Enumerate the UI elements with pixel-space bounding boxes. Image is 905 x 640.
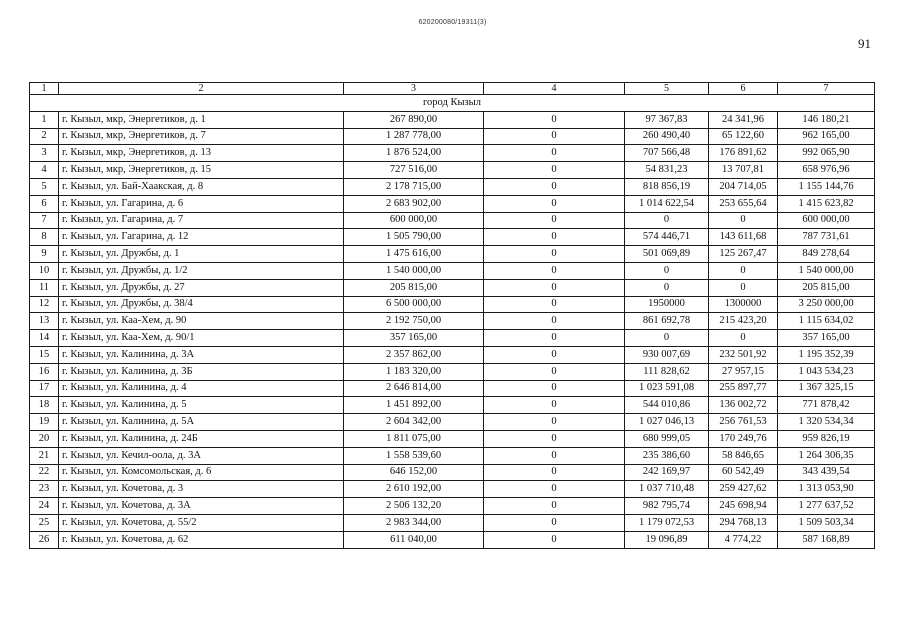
fund-cell: 0 [484, 246, 625, 263]
column-number: 2 [59, 83, 344, 95]
regional-cell: 930 007,69 [625, 346, 709, 363]
owners-cell: 1 195 352,39 [778, 346, 875, 363]
table-row [30, 246, 875, 263]
page-number: 91 [858, 36, 871, 51]
regional-cell: 1950000 [625, 296, 709, 313]
regional-cell: 0 [625, 330, 709, 347]
fund-cell: 0 [484, 229, 625, 246]
row-number: 10 [30, 262, 59, 279]
row-number: 9 [30, 246, 59, 263]
table-row [30, 363, 875, 380]
regional-cell: 818 856,19 [625, 178, 709, 195]
total-cost-cell: 1 475 616,00 [344, 246, 484, 263]
local-cell: 0 [709, 212, 778, 229]
table-row [30, 346, 875, 363]
address-cell: г. Кызыл, ул. Калинина, д. 3Б [59, 363, 344, 380]
table-row [30, 531, 875, 548]
table-row [30, 128, 875, 145]
owners-cell: 1 509 503,34 [778, 514, 875, 531]
data-table [29, 82, 875, 549]
table-row [30, 498, 875, 515]
row-number: 5 [30, 178, 59, 195]
address-cell: г. Кызыл, ул. Дружбы, д. 1 [59, 246, 344, 263]
total-cost-cell: 1 540 000,00 [344, 262, 484, 279]
table-row [30, 380, 875, 397]
total-cost-cell: 205 815,00 [344, 279, 484, 296]
regional-cell: 1 179 072,53 [625, 514, 709, 531]
table-row [30, 430, 875, 447]
owners-cell: 962 165,00 [778, 128, 875, 145]
owners-cell: 1 115 634,02 [778, 313, 875, 330]
regional-cell: 1 027 046,13 [625, 414, 709, 431]
local-cell: 24 341,96 [709, 111, 778, 128]
address-cell: г. Кызыл, ул. Калинина, д. 4 [59, 380, 344, 397]
total-cost-cell: 1 451 892,00 [344, 397, 484, 414]
row-number: 13 [30, 313, 59, 330]
row-number: 22 [30, 464, 59, 481]
local-cell: 143 611,68 [709, 229, 778, 246]
column-number-row [30, 83, 875, 95]
address-cell: г. Кызыл, ул. Кочетова, д. 3А [59, 498, 344, 515]
regional-cell: 54 831,23 [625, 162, 709, 179]
total-cost-cell: 611 040,00 [344, 531, 484, 548]
owners-cell: 146 180,21 [778, 111, 875, 128]
table-row [30, 162, 875, 179]
fund-cell: 0 [484, 464, 625, 481]
local-cell: 170 249,76 [709, 430, 778, 447]
total-cost-cell: 727 516,00 [344, 162, 484, 179]
row-number: 2 [30, 128, 59, 145]
fund-cell: 0 [484, 162, 625, 179]
owners-cell: 992 065,90 [778, 145, 875, 162]
local-cell: 0 [709, 262, 778, 279]
local-cell: 176 891,62 [709, 145, 778, 162]
total-cost-cell: 267 890,00 [344, 111, 484, 128]
fund-cell: 0 [484, 481, 625, 498]
column-number: 5 [625, 83, 709, 95]
fund-cell: 0 [484, 195, 625, 212]
table-row [30, 514, 875, 531]
fund-cell: 0 [484, 212, 625, 229]
row-number: 17 [30, 380, 59, 397]
fund-cell: 0 [484, 313, 625, 330]
owners-cell: 771 878,42 [778, 397, 875, 414]
regional-cell: 242 169,97 [625, 464, 709, 481]
total-cost-cell: 2 357 862,00 [344, 346, 484, 363]
local-cell: 58 846,65 [709, 447, 778, 464]
row-number: 21 [30, 447, 59, 464]
owners-cell: 1 320 534,34 [778, 414, 875, 431]
address-cell: г. Кызыл, ул. Кочетова, д. 3 [59, 481, 344, 498]
column-number: 7 [778, 83, 875, 95]
address-cell: г. Кызыл, ул. Гагарина, д. 12 [59, 229, 344, 246]
local-cell: 65 122,60 [709, 128, 778, 145]
row-number: 14 [30, 330, 59, 347]
address-cell: г. Кызыл, ул. Комсомольская, д. 6 [59, 464, 344, 481]
local-cell: 4 774,22 [709, 531, 778, 548]
total-cost-cell: 2 604 342,00 [344, 414, 484, 431]
row-number: 16 [30, 363, 59, 380]
fund-cell: 0 [484, 363, 625, 380]
total-cost-cell: 2 683 902,00 [344, 195, 484, 212]
local-cell: 1300000 [709, 296, 778, 313]
table-row [30, 464, 875, 481]
fund-cell: 0 [484, 296, 625, 313]
total-cost-cell: 1 876 524,00 [344, 145, 484, 162]
address-cell: г. Кызыл, ул. Калинина, д. 5А [59, 414, 344, 431]
column-number: 4 [484, 83, 625, 95]
total-cost-cell: 1 505 790,00 [344, 229, 484, 246]
owners-cell: 3 250 000,00 [778, 296, 875, 313]
regional-cell: 544 010,86 [625, 397, 709, 414]
document-code: 620200080/19311(3) [418, 19, 487, 26]
table-row [30, 145, 875, 162]
owners-cell: 1 367 325,15 [778, 380, 875, 397]
row-number: 3 [30, 145, 59, 162]
section-title: город Кызыл [30, 95, 875, 112]
local-cell: 215 423,20 [709, 313, 778, 330]
total-cost-cell: 357 165,00 [344, 330, 484, 347]
address-cell: г. Кызыл, ул. Гагарина, д. 7 [59, 212, 344, 229]
table-row [30, 296, 875, 313]
regional-cell: 0 [625, 262, 709, 279]
fund-cell: 0 [484, 128, 625, 145]
regional-cell: 111 828,62 [625, 363, 709, 380]
address-cell: г. Кызыл, ул. Калинина, д. 24Б [59, 430, 344, 447]
local-cell: 0 [709, 330, 778, 347]
table-row [30, 447, 875, 464]
local-cell: 0 [709, 279, 778, 296]
fund-cell: 0 [484, 111, 625, 128]
fund-cell: 0 [484, 380, 625, 397]
owners-cell: 587 168,89 [778, 531, 875, 548]
section-row [30, 95, 875, 112]
owners-cell: 1 264 306,35 [778, 447, 875, 464]
owners-cell: 959 826,19 [778, 430, 875, 447]
local-cell: 136 002,72 [709, 397, 778, 414]
regional-cell: 680 999,05 [625, 430, 709, 447]
local-cell: 125 267,47 [709, 246, 778, 263]
total-cost-cell: 1 558 539,60 [344, 447, 484, 464]
local-cell: 13 707,81 [709, 162, 778, 179]
total-cost-cell: 1 811 075,00 [344, 430, 484, 447]
row-number: 24 [30, 498, 59, 515]
row-number: 6 [30, 195, 59, 212]
address-cell: г. Кызыл, ул. Дружбы, д. 27 [59, 279, 344, 296]
row-number: 20 [30, 430, 59, 447]
regional-cell: 707 566,48 [625, 145, 709, 162]
local-cell: 294 768,13 [709, 514, 778, 531]
fund-cell: 0 [484, 498, 625, 515]
local-cell: 27 957,15 [709, 363, 778, 380]
table-row [30, 313, 875, 330]
table-row [30, 195, 875, 212]
owners-cell: 1 415 623,82 [778, 195, 875, 212]
row-number: 7 [30, 212, 59, 229]
table-row [30, 414, 875, 431]
local-cell: 259 427,62 [709, 481, 778, 498]
row-number: 8 [30, 229, 59, 246]
fund-cell: 0 [484, 262, 625, 279]
address-cell: г. Кызыл, ул. Кечил-оола, д. 3А [59, 447, 344, 464]
address-cell: г. Кызыл, ул. Калинина, д. 5 [59, 397, 344, 414]
address-cell: г. Кызыл, ул. Бай-Хаакская, д. 8 [59, 178, 344, 195]
address-cell: г. Кызыл, мкр, Энергетиков, д. 13 [59, 145, 344, 162]
owners-cell: 1 277 637,52 [778, 498, 875, 515]
row-number: 1 [30, 111, 59, 128]
table-row [30, 178, 875, 195]
total-cost-cell: 600 000,00 [344, 212, 484, 229]
regional-cell: 1 023 591,08 [625, 380, 709, 397]
regional-cell: 1 037 710,48 [625, 481, 709, 498]
regional-cell: 861 692,78 [625, 313, 709, 330]
owners-cell: 849 278,64 [778, 246, 875, 263]
address-cell: г. Кызыл, мкр, Энергетиков, д. 7 [59, 128, 344, 145]
owners-cell: 1 313 053,90 [778, 481, 875, 498]
total-cost-cell: 6 500 000,00 [344, 296, 484, 313]
owners-cell: 787 731,61 [778, 229, 875, 246]
row-number: 23 [30, 481, 59, 498]
total-cost-cell: 646 152,00 [344, 464, 484, 481]
owners-cell: 343 439,54 [778, 464, 875, 481]
regional-cell: 235 386,60 [625, 447, 709, 464]
row-number: 26 [30, 531, 59, 548]
regional-cell: 982 795,74 [625, 498, 709, 515]
table-row [30, 279, 875, 296]
owners-cell: 357 165,00 [778, 330, 875, 347]
regional-cell: 501 069,89 [625, 246, 709, 263]
total-cost-cell: 2 610 192,00 [344, 481, 484, 498]
row-number: 11 [30, 279, 59, 296]
fund-cell: 0 [484, 330, 625, 347]
row-number: 15 [30, 346, 59, 363]
address-cell: г. Кызыл, ул. Каа-Хем, д. 90 [59, 313, 344, 330]
owners-cell: 205 815,00 [778, 279, 875, 296]
local-cell: 253 655,64 [709, 195, 778, 212]
table-row [30, 229, 875, 246]
address-cell: г. Кызыл, ул. Кочетова, д. 62 [59, 531, 344, 548]
fund-cell: 0 [484, 514, 625, 531]
total-cost-cell: 2 178 715,00 [344, 178, 484, 195]
regional-cell: 574 446,71 [625, 229, 709, 246]
regional-cell: 0 [625, 212, 709, 229]
total-cost-cell: 2 983 344,00 [344, 514, 484, 531]
local-cell: 245 698,94 [709, 498, 778, 515]
owners-cell: 600 000,00 [778, 212, 875, 229]
table-row [30, 111, 875, 128]
local-cell: 256 761,53 [709, 414, 778, 431]
regional-cell: 97 367,83 [625, 111, 709, 128]
fund-cell: 0 [484, 346, 625, 363]
row-number: 4 [30, 162, 59, 179]
regional-cell: 19 096,89 [625, 531, 709, 548]
address-cell: г. Кызыл, ул. Каа-Хем, д. 90/1 [59, 330, 344, 347]
local-cell: 204 714,05 [709, 178, 778, 195]
fund-cell: 0 [484, 145, 625, 162]
column-number: 6 [709, 83, 778, 95]
total-cost-cell: 1 183 320,00 [344, 363, 484, 380]
local-cell: 60 542,49 [709, 464, 778, 481]
total-cost-cell: 1 287 778,00 [344, 128, 484, 145]
owners-cell: 1 155 144,76 [778, 178, 875, 195]
total-cost-cell: 2 646 814,00 [344, 380, 484, 397]
fund-cell: 0 [484, 531, 625, 548]
fund-cell: 0 [484, 397, 625, 414]
owners-cell: 658 976,96 [778, 162, 875, 179]
address-cell: г. Кызыл, ул. Гагарина, д. 6 [59, 195, 344, 212]
row-number: 19 [30, 414, 59, 431]
table-row [30, 481, 875, 498]
regional-cell: 260 490,40 [625, 128, 709, 145]
fund-cell: 0 [484, 447, 625, 464]
regional-cell: 0 [625, 279, 709, 296]
table-row [30, 262, 875, 279]
total-cost-cell: 2 506 132,20 [344, 498, 484, 515]
regional-cell: 1 014 622,54 [625, 195, 709, 212]
local-cell: 232 501,92 [709, 346, 778, 363]
fund-cell: 0 [484, 414, 625, 431]
fund-cell: 0 [484, 279, 625, 296]
column-number: 3 [344, 83, 484, 95]
local-cell: 255 897,77 [709, 380, 778, 397]
column-number: 1 [30, 83, 59, 95]
fund-cell: 0 [484, 178, 625, 195]
fund-cell: 0 [484, 430, 625, 447]
address-cell: г. Кызыл, мкр, Энергетиков, д. 15 [59, 162, 344, 179]
address-cell: г. Кызыл, мкр, Энергетиков, д. 1 [59, 111, 344, 128]
address-cell: г. Кызыл, ул. Кочетова, д. 55/2 [59, 514, 344, 531]
address-cell: г. Кызыл, ул. Дружбы, д. 1/2 [59, 262, 344, 279]
table-row [30, 330, 875, 347]
total-cost-cell: 2 192 750,00 [344, 313, 484, 330]
table-row [30, 397, 875, 414]
address-cell: г. Кызыл, ул. Калинина, д. 3А [59, 346, 344, 363]
address-cell: г. Кызыл, ул. Дружбы, д. 38/4 [59, 296, 344, 313]
row-number: 12 [30, 296, 59, 313]
owners-cell: 1 043 534,23 [778, 363, 875, 380]
table-row [30, 212, 875, 229]
row-number: 25 [30, 514, 59, 531]
owners-cell: 1 540 000,00 [778, 262, 875, 279]
row-number: 18 [30, 397, 59, 414]
